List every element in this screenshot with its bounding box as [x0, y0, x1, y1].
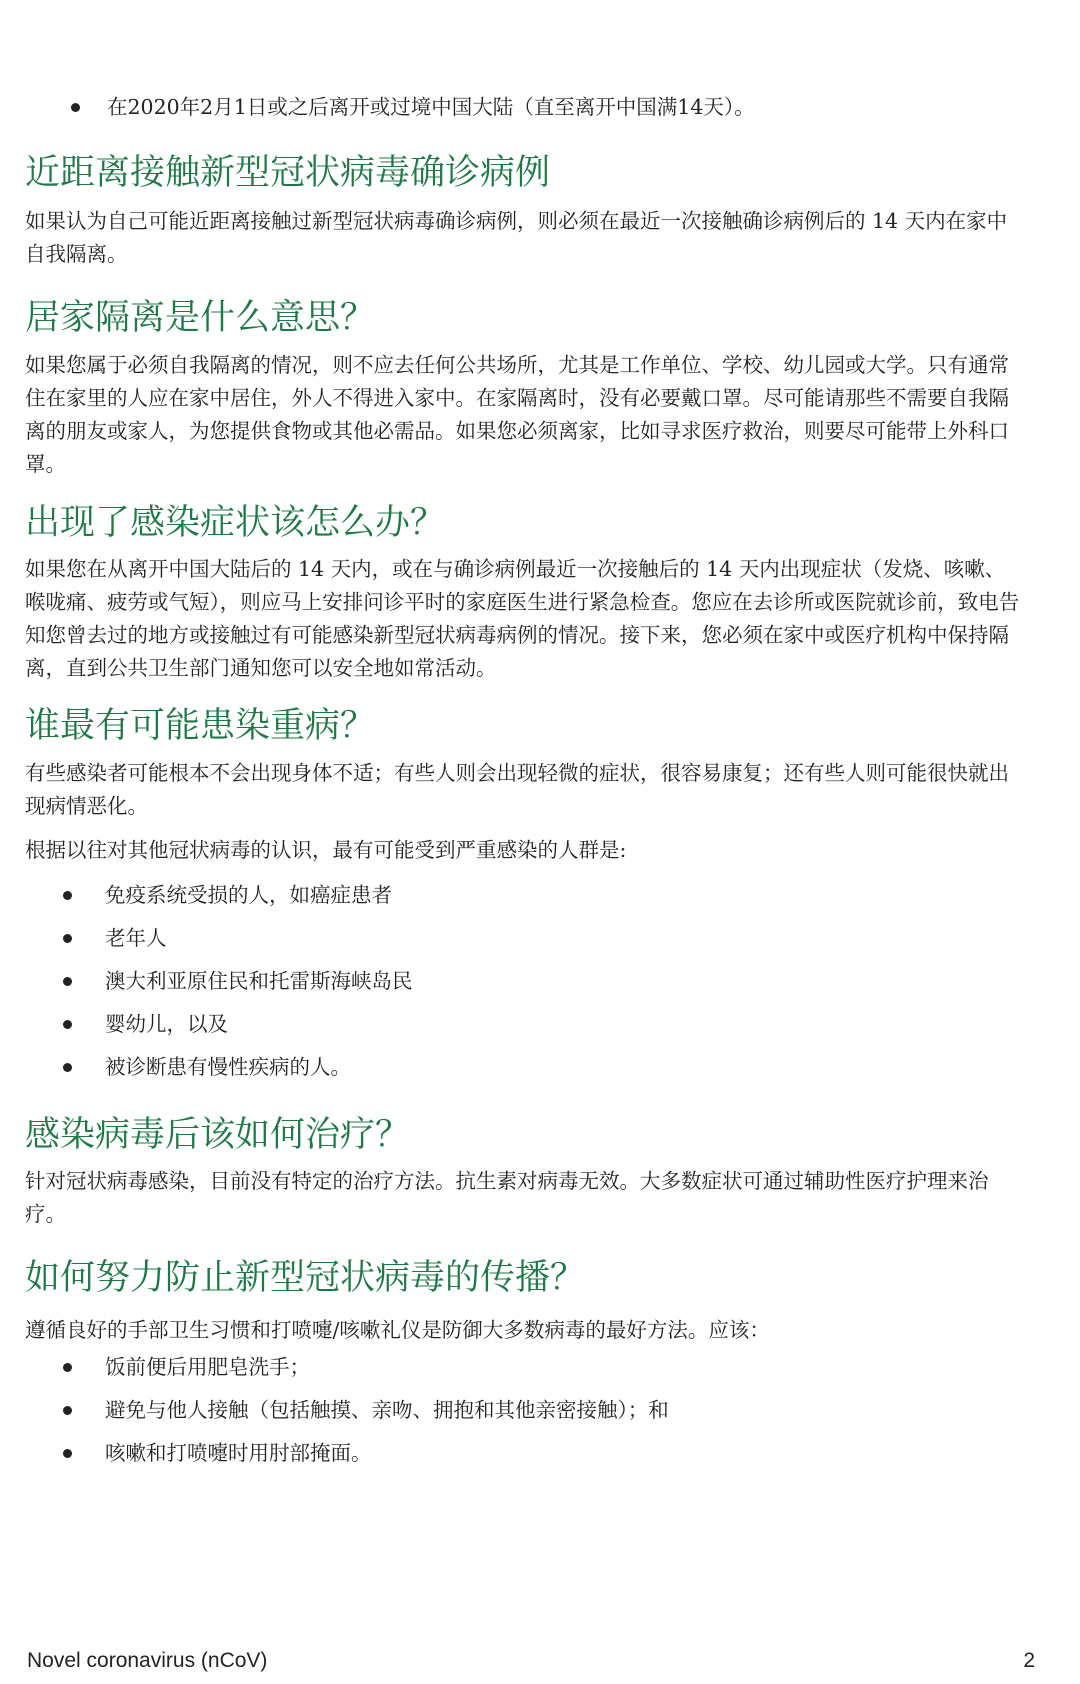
section-paragraph-treatment: 针对冠状病毒感染，目前没有特定的治疗方法。抗生素对病毒无效。大多数症状可通过辅助性医疗护理来治疗。	[25, 1169, 989, 1226]
section-heading-prevention: 如何努力防止新型冠状病毒的传播？	[25, 1258, 586, 1298]
high-risk-bullet-list	[25, 879, 1035, 1094]
bullet-text: 婴幼儿，以及	[105, 1012, 228, 1036]
bullet-text: 在2020年2月1日或之后离开或过境中国大陆（直至离开中国满14天）。	[107, 95, 755, 119]
list-item	[25, 91, 1035, 124]
bullet-text: 避免与他人接触（包括触摸、亲吻、拥抱和其他亲密接触）；和	[105, 1398, 669, 1422]
bullet-icon	[63, 934, 72, 943]
bullet-icon	[63, 1020, 72, 1029]
section-heading-close-contact: 近距离接触新型冠状病毒确诊病例	[25, 153, 551, 193]
list-item	[25, 879, 1035, 922]
bullet-icon	[71, 103, 80, 112]
footer-title: Novel coronavirus (nCoV)	[27, 1649, 268, 1672]
section-paragraph-high-risk: 有些感染者可能根本不会出现身体不适；有些人则会出现轻微的症状，很容易康复；还有些人则可能很快就出现病情恶化。	[25, 761, 1009, 818]
bullet-text: 饭前便后用肥皂洗手；	[105, 1355, 310, 1379]
bullet-icon	[63, 977, 72, 986]
bullet-icon	[63, 1449, 72, 1458]
bullet-icon	[63, 891, 72, 900]
section-heading-home-isolation: 居家隔离是什么意思？	[25, 298, 376, 338]
list-item	[25, 1437, 1035, 1480]
list-item	[25, 965, 1035, 1008]
section-heading-symptoms: 出现了感染症状该怎么办？	[25, 503, 446, 543]
bullet-icon	[63, 1363, 72, 1372]
section-paragraph-close-contact: 如果认为自己可能近距离接触过新型冠状病毒确诊病例，则必须在最近一次接触确诊病例后的 14 天内在家中自我隔离。	[25, 209, 1008, 266]
bullet-icon	[63, 1063, 72, 1072]
list-item	[25, 1008, 1035, 1051]
section-paragraph-home-isolation: 如果您属于必须自我隔离的情况，则不应去任何公共场所，尤其是工作单位、学校、幼儿园或大学。只有通常住在家里的人应在家中居住，外人不得进入家中。在家隔离时，没有必要戴口罩。尽可能请那些不需要自我隔离的朋友或家人，为您提供食物或其他必需品。如果您必须离家，比如寻求医疗救治，则要尽可能带上外科口罩。	[25, 353, 1009, 476]
list-item	[25, 922, 1035, 965]
prevention-bullet-list	[25, 1351, 1035, 1480]
bullet-icon	[63, 1406, 72, 1415]
list-item	[25, 1394, 1035, 1437]
bullet-text: 咳嗽和打喷嚏时用肘部掩面。	[105, 1441, 372, 1465]
travel-bullet-list	[25, 91, 1035, 124]
section-paragraph-prevention: 遵循良好的手部卫生习惯和打喷嚏/咳嗽礼仪是防御大多数病毒的最好方法。应该：	[25, 1318, 770, 1342]
list-item	[25, 1351, 1035, 1394]
bullet-text: 被诊断患有慢性疾病的人。	[105, 1055, 351, 1079]
section-paragraph-symptoms: 如果您在从离开中国大陆后的 14 天内，或在与确诊病例最近一次接触后的 14 天内出现症状（发烧、咳嗽、喉咙痛、疲劳或气短），则应马上安排问诊平时的家庭医生进行紧急检查。您应在去诊所或医院就诊前，致电告知您曾去过的地方或接触过有可能感染新型冠状病毒病例的情况。接下来，您必须在家中或医疗机构中保持隔离，直到公共卫生部门通知您可以安全地如常活动。	[25, 557, 1020, 680]
section-heading-treatment: 感染病毒后该如何治疗？	[25, 1115, 411, 1155]
page-number: 2	[1023, 1649, 1035, 1672]
section-paragraph-high-risk-intro: 根据以往对其他冠状病毒的认识，最有可能受到严重感染的人群是:	[25, 838, 627, 862]
bullet-text: 老年人	[105, 926, 167, 950]
bullet-text: 澳大利亚原住民和托雷斯海峡岛民	[105, 969, 413, 993]
list-item	[25, 1051, 1035, 1094]
bullet-text: 免疫系统受损的人，如癌症患者	[105, 883, 392, 907]
section-heading-high-risk: 谁最有可能患染重病？	[25, 706, 376, 746]
